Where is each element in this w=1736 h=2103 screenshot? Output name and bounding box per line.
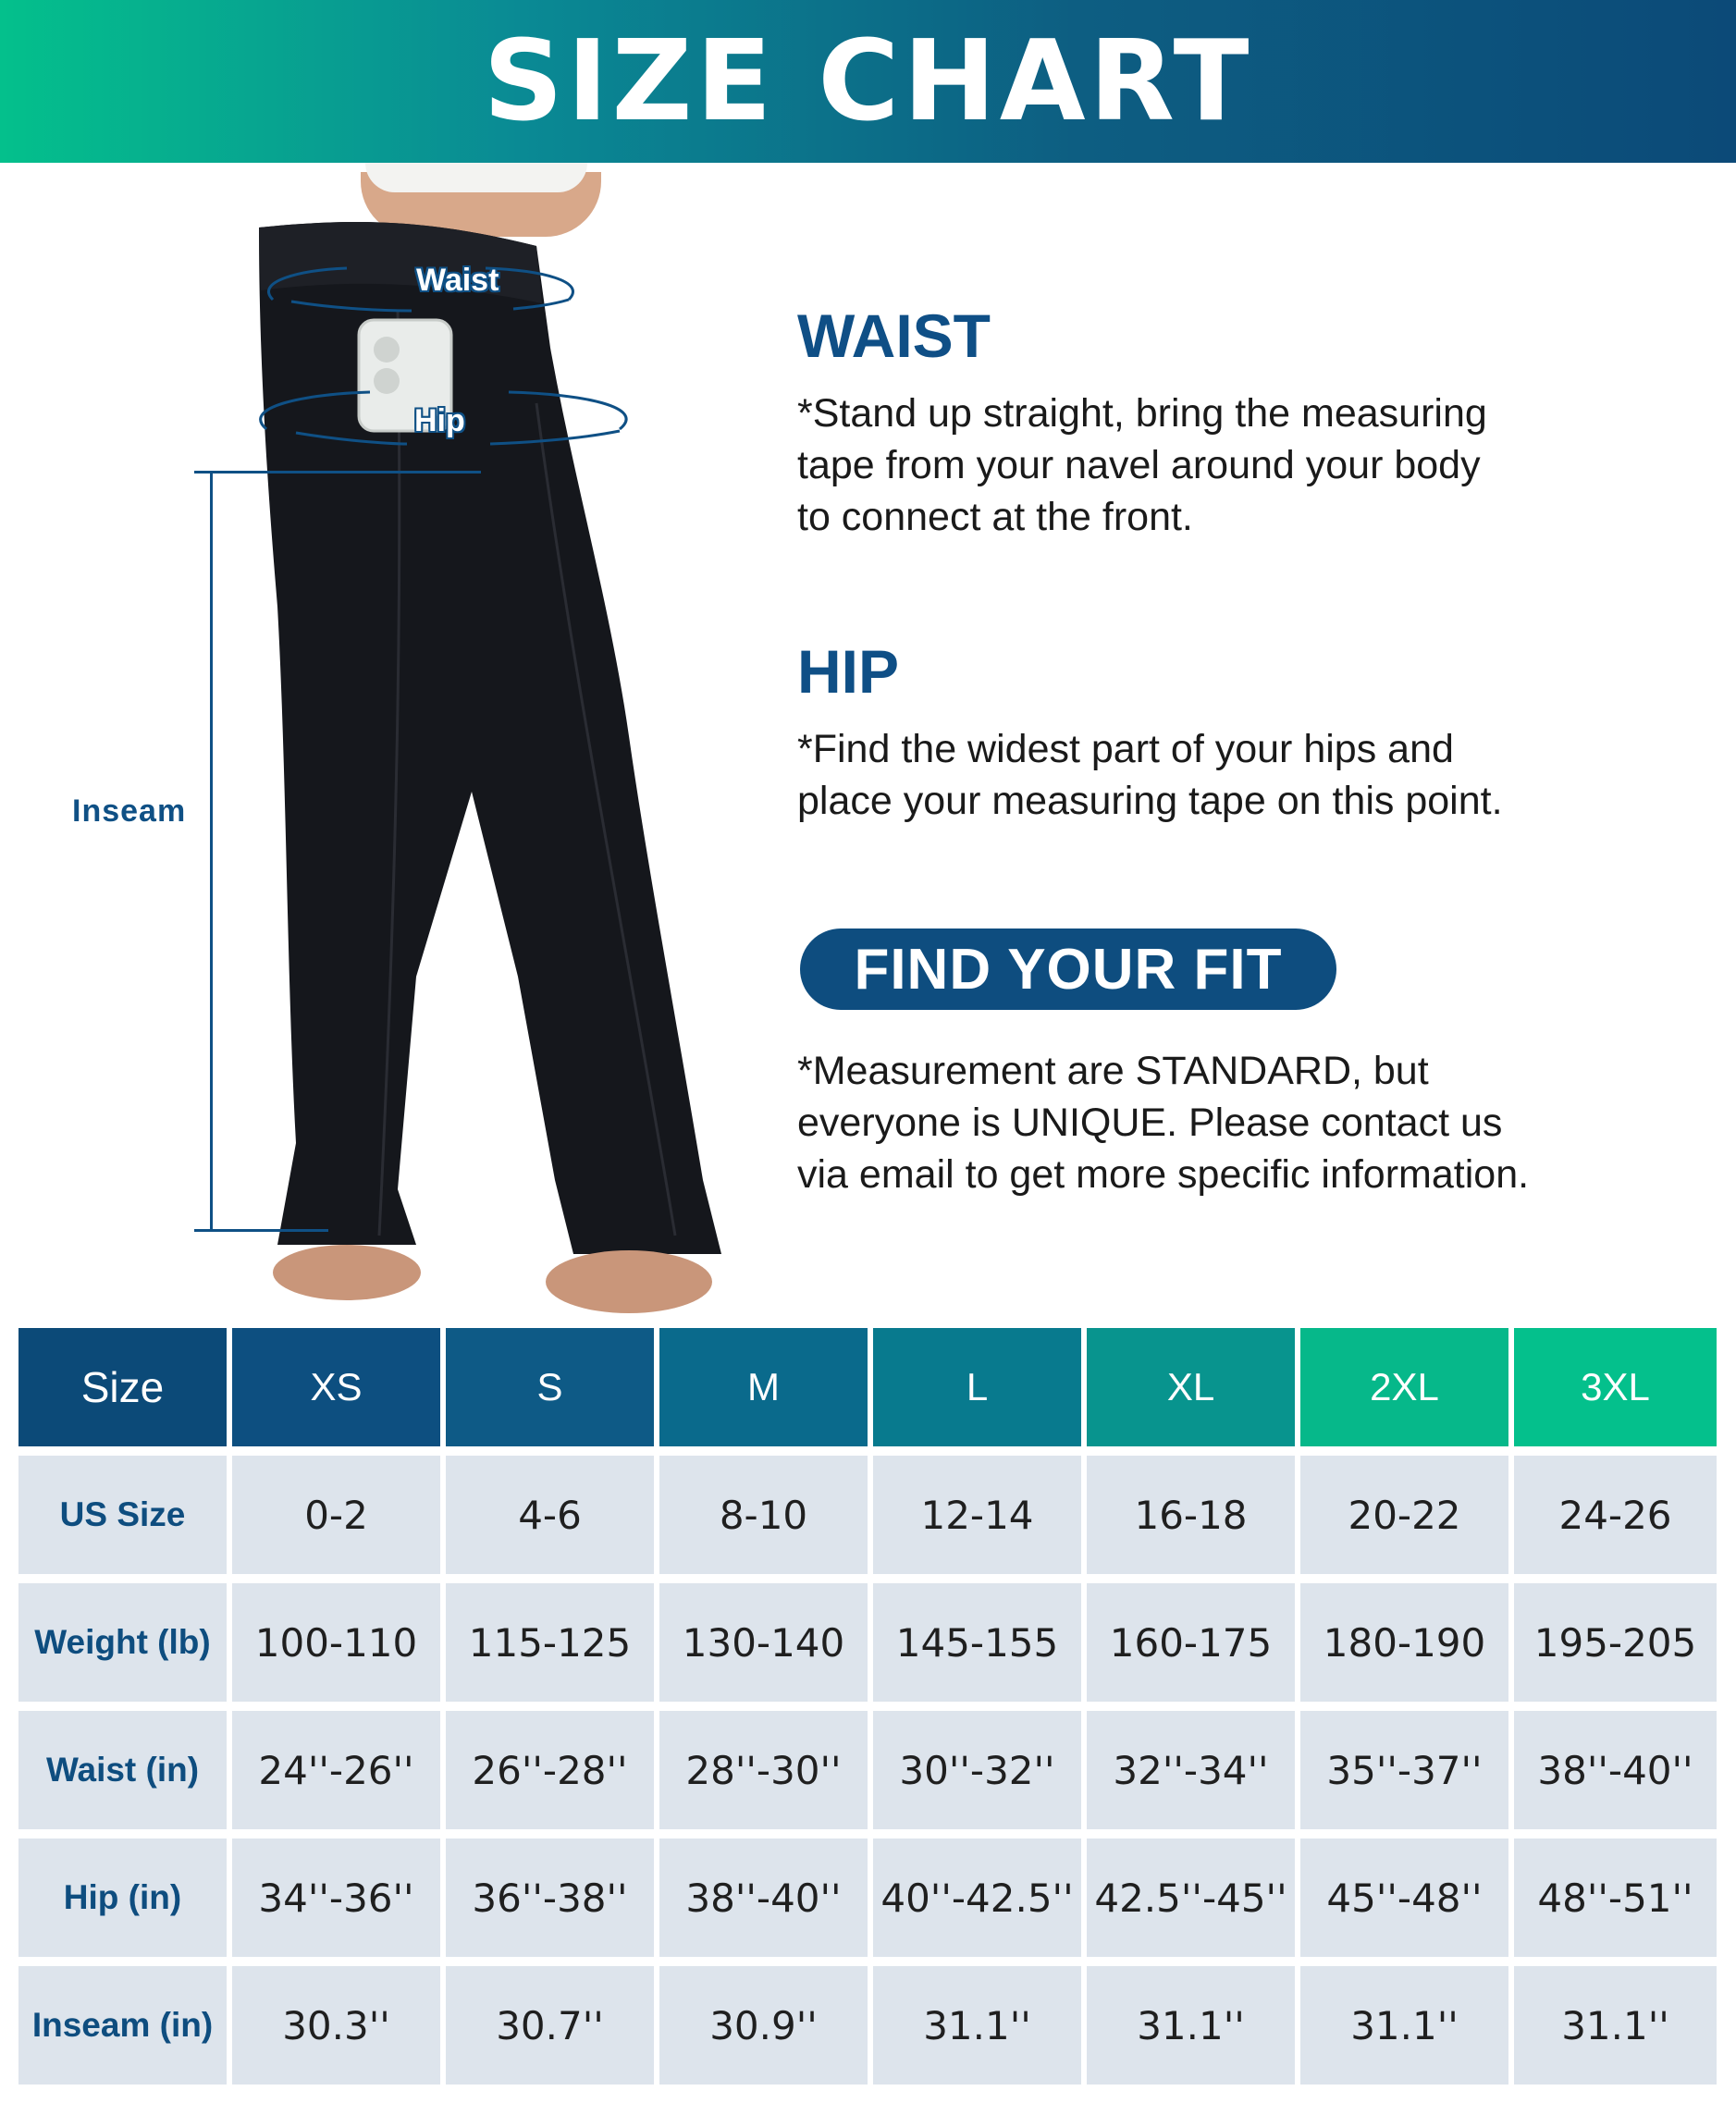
table-cell: 32''-34'' xyxy=(1087,1711,1300,1839)
header-cell-2xl: 2XL xyxy=(1300,1328,1514,1456)
waist-heading: WAIST xyxy=(797,301,991,370)
inseam-label: Inseam xyxy=(72,793,187,829)
model-top xyxy=(365,163,587,192)
header-cell-size: Size xyxy=(18,1328,232,1456)
table-cell: 0-2 xyxy=(232,1456,446,1583)
fit-note-text: *Measurement are STANDARD, but everyone is UNIQUE. Please contact us via email to get more specific information. xyxy=(797,1049,1530,1197)
table-cell: 130-140 xyxy=(659,1583,873,1711)
table-row xyxy=(18,1456,1717,1583)
table-cell: 28''-30'' xyxy=(659,1711,873,1839)
table-cell: 42.5''-45'' xyxy=(1087,1839,1300,1966)
table-cell: 38''-40'' xyxy=(659,1839,873,1966)
inseam-top-tick xyxy=(194,471,481,473)
table-cell: 24-26 xyxy=(1514,1456,1717,1583)
table-cell: 30.7'' xyxy=(446,1966,659,2094)
table-cell: 48''-51'' xyxy=(1514,1839,1717,1966)
table-cell: 38''-40'' xyxy=(1514,1711,1717,1839)
header-cell-l: L xyxy=(873,1328,1087,1456)
table-cell: 45''-48'' xyxy=(1300,1839,1514,1966)
size-table xyxy=(18,1328,1717,2094)
table-cell: 26''-28'' xyxy=(446,1711,659,1839)
row-label: Waist (in) xyxy=(18,1711,232,1839)
waist-ring-label: Waist xyxy=(416,263,499,298)
table-cell: 30.3'' xyxy=(232,1966,446,2094)
table-cell: 34''-36'' xyxy=(232,1839,446,1966)
table-cell: 36''-38'' xyxy=(446,1839,659,1966)
model-figure xyxy=(0,163,758,1282)
table-cell: 40''-42.5'' xyxy=(873,1839,1087,1966)
table-cell: 30.9'' xyxy=(659,1966,873,2094)
table-cell: 31.1'' xyxy=(1514,1966,1717,2094)
table-cell: 31.1'' xyxy=(873,1966,1087,2094)
header-cell-xl: XL xyxy=(1087,1328,1300,1456)
table-header-row xyxy=(18,1328,1717,1456)
table-cell: 8-10 xyxy=(659,1456,873,1583)
table-cell: 195-205 xyxy=(1514,1583,1717,1711)
header-cell-s: S xyxy=(446,1328,659,1456)
table-cell: 35''-37'' xyxy=(1300,1711,1514,1839)
row-label: US Size xyxy=(18,1456,232,1583)
row-label: Hip (in) xyxy=(18,1839,232,1966)
table-row xyxy=(18,1583,1717,1711)
inseam-bottom-tick xyxy=(194,1229,328,1232)
fit-note xyxy=(797,1045,1529,1200)
hip-heading: HIP xyxy=(797,637,900,706)
hip-section xyxy=(797,636,1503,827)
header-cell-3xl: 3XL xyxy=(1514,1328,1717,1456)
find-your-fit-badge xyxy=(800,929,1336,1010)
table-cell: 160-175 xyxy=(1087,1583,1300,1711)
table-cell: 31.1'' xyxy=(1300,1966,1514,2094)
inseam-line xyxy=(210,471,213,1231)
hip-ring-label: Hip xyxy=(414,403,465,438)
table-cell: 12-14 xyxy=(873,1456,1087,1583)
row-label: Inseam (in) xyxy=(18,1966,232,2094)
table-cell: 115-125 xyxy=(446,1583,659,1711)
header-cell-m: M xyxy=(659,1328,873,1456)
table-row xyxy=(18,1966,1717,2094)
find-your-fit-label: FIND YOUR FIT xyxy=(854,937,1283,1002)
header-cell-xs: XS xyxy=(232,1328,446,1456)
table-cell: 16-18 xyxy=(1087,1456,1300,1583)
table-body xyxy=(18,1456,1717,2094)
table-cell: 180-190 xyxy=(1300,1583,1514,1711)
hip-instructions: *Find the widest part of your hips and place your measuring tape on this point. xyxy=(797,727,1503,823)
table-cell: 24''-26'' xyxy=(232,1711,446,1839)
size-chart-header xyxy=(0,0,1736,163)
table-cell: 30''-32'' xyxy=(873,1711,1087,1839)
table-row xyxy=(18,1839,1717,1966)
table-row xyxy=(18,1711,1717,1839)
waist-instructions: *Stand up straight, bring the measuring tape from your navel around your body to connect at the front. xyxy=(797,391,1487,539)
table-cell: 31.1'' xyxy=(1087,1966,1300,2094)
table-cell: 100-110 xyxy=(232,1583,446,1711)
table-cell: 20-22 xyxy=(1300,1456,1514,1583)
table-cell: 145-155 xyxy=(873,1583,1087,1711)
page-title: SIZE CHART xyxy=(483,17,1253,146)
table-cell: 4-6 xyxy=(446,1456,659,1583)
waist-section xyxy=(797,301,1487,543)
row-label: Weight (lb) xyxy=(18,1583,232,1711)
